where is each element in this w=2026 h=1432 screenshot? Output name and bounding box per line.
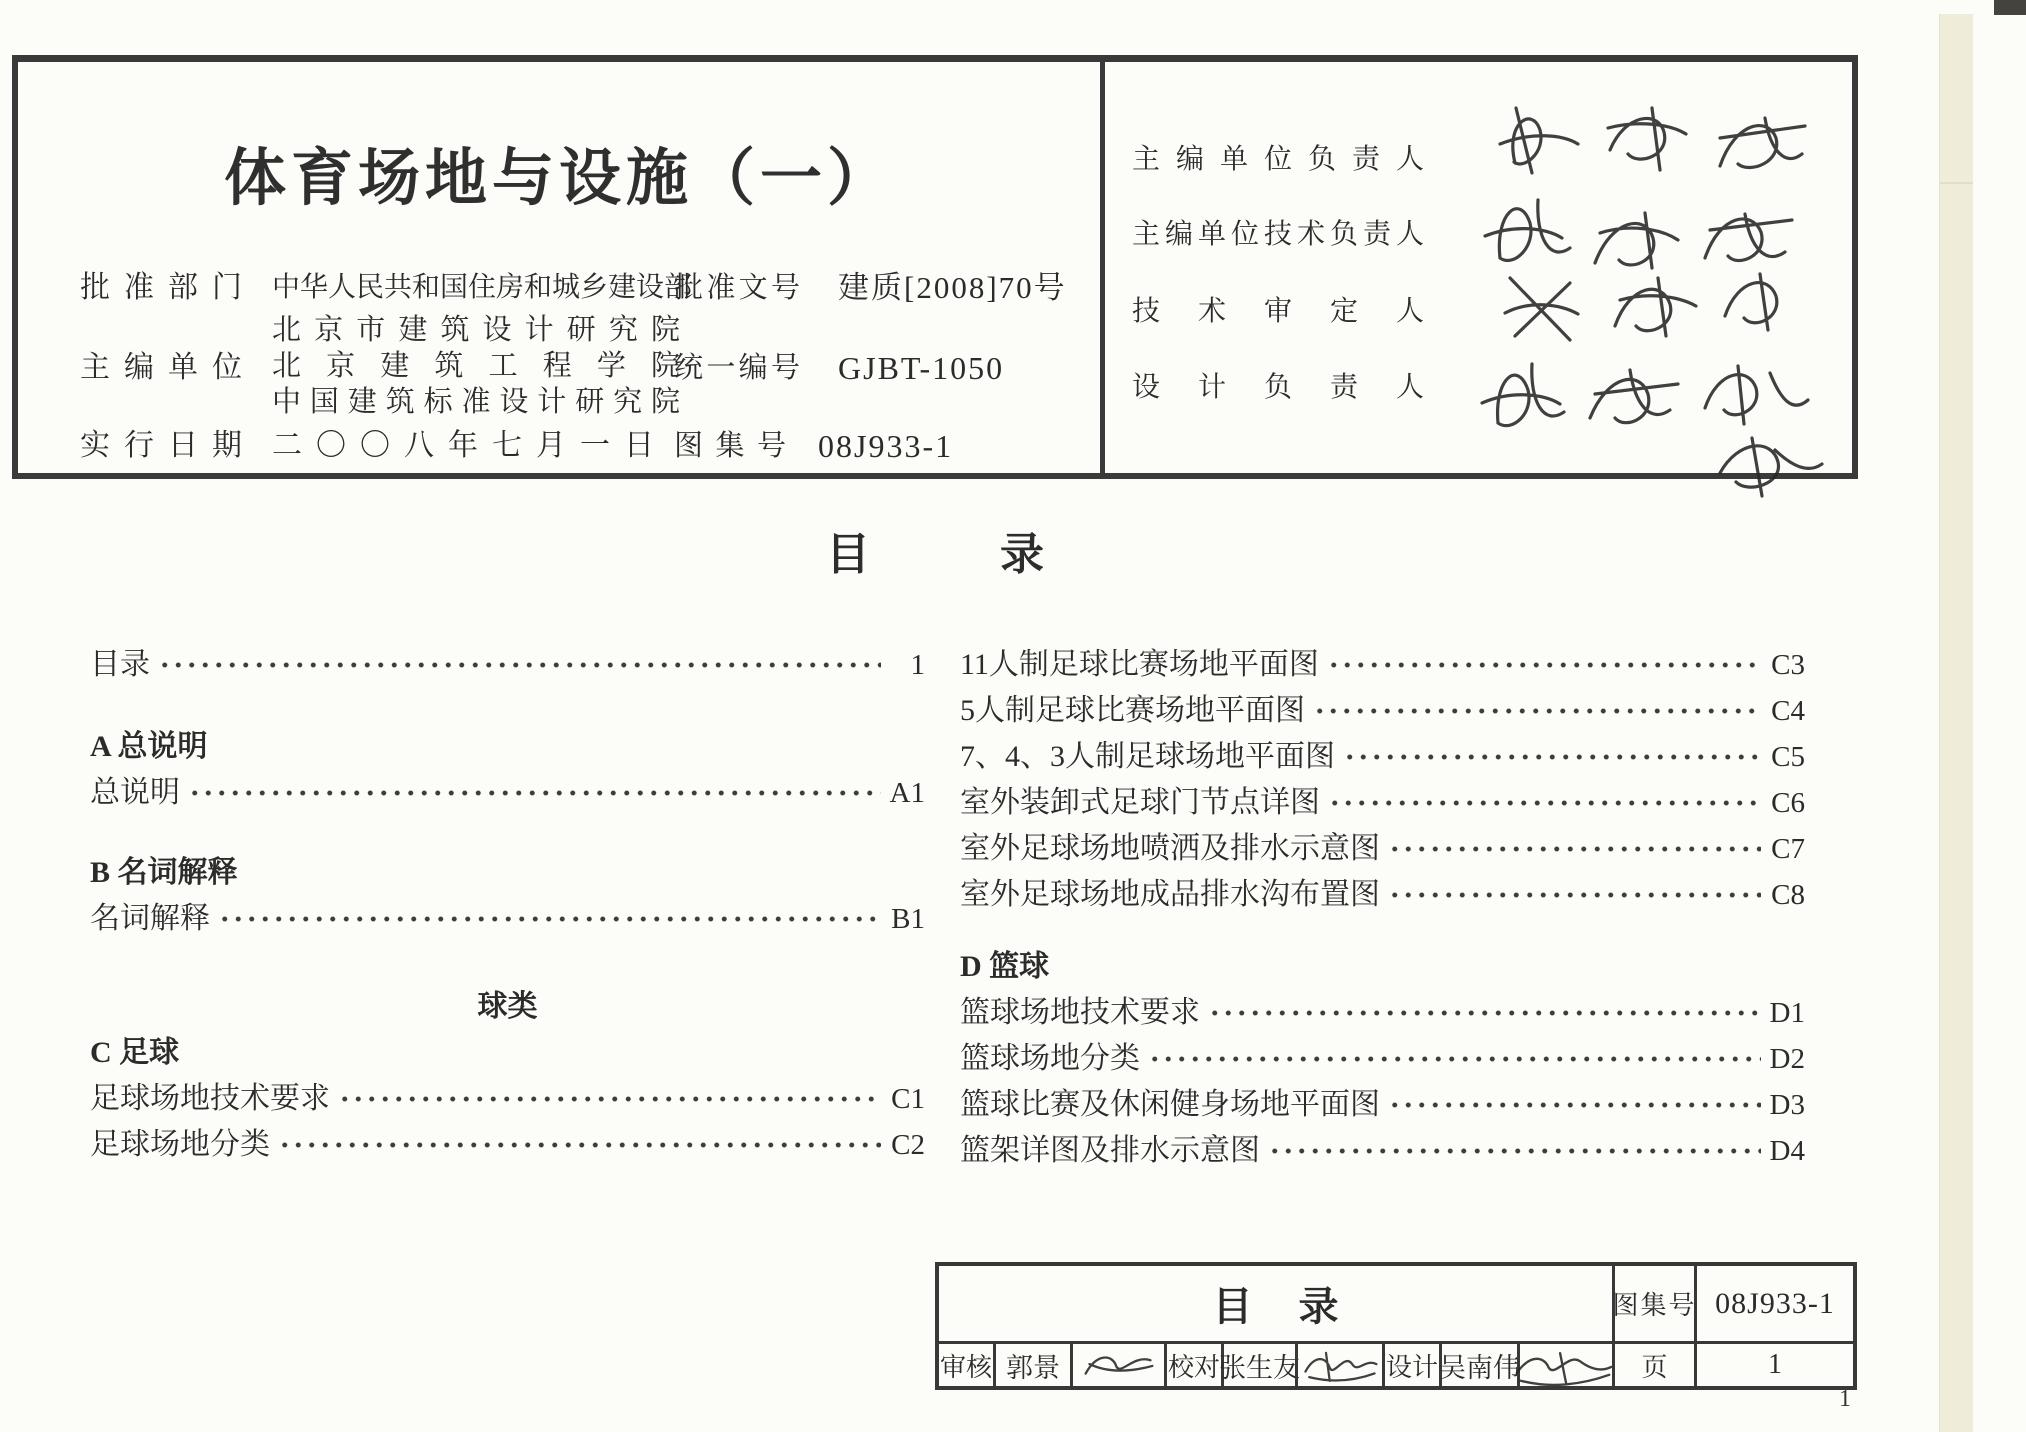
toc-entry-page: D2 (1769, 1043, 1805, 1075)
review-label: 审核 (939, 1341, 993, 1386)
design-lead-label: 设计负责人 (1132, 372, 1424, 403)
scan-edge-strip (1939, 14, 1973, 1432)
design-name: 吴南伟 (1439, 1341, 1517, 1386)
toc-entry-label: 5人制足球比赛场地平面图 (960, 694, 1305, 727)
date-value: 二〇〇八年七月一日 (272, 429, 668, 462)
chief-editor-unit-1: 北京市建筑设计研究院 (272, 314, 680, 346)
toc-entry (960, 990, 1805, 1036)
drawing-title-block (935, 1262, 1857, 1390)
page-number-value: 1 (1694, 1341, 1853, 1386)
corner-page-number: 1 (1839, 1386, 1851, 1412)
toc-entry-page: C1 (891, 1083, 925, 1115)
toc-entry-page: D1 (1769, 997, 1805, 1029)
dot-leader (188, 770, 881, 816)
chief-editor-label: 主编单位 (80, 351, 242, 384)
signature-stroke (1720, 438, 1822, 496)
atlas-no-label: 图集号 (674, 430, 786, 462)
toc-entry (90, 642, 925, 688)
toc-entry-page: A1 (889, 777, 925, 809)
dot-leader (1328, 780, 1761, 826)
title-block-doc-title: 目录 (1212, 1284, 1385, 1329)
toc-entry (960, 642, 1805, 688)
dot-leader (278, 1122, 881, 1168)
toc-entry-label: 足球场地技术要求 (90, 1082, 330, 1115)
title-block-atlas-value: 08J933-1 (1694, 1266, 1853, 1341)
toc-entry (960, 780, 1805, 826)
toc-entry-page: C4 (1771, 695, 1805, 727)
toc-entry (960, 688, 1805, 734)
toc-entry-label: 11人制足球比赛场地平面图 (960, 648, 1319, 681)
signature-stroke (1485, 200, 1570, 260)
toc-left-column (90, 642, 925, 1168)
approval-dept-value: 中华人民共和国住房和城乡建设部 (272, 272, 693, 303)
chief-editor-unit-2: 北京建筑工程学院 (272, 350, 680, 382)
toc-entry-label: 名词解释 (90, 902, 210, 935)
toc-section-d: D 篮球 (960, 950, 1050, 983)
approval-doc-label: 批准文号 (674, 272, 800, 304)
signature-stroke (1590, 370, 1678, 423)
toc-entry-page: C2 (891, 1129, 925, 1161)
signature-stroke (1608, 108, 1686, 170)
toc-entry (90, 896, 925, 942)
signature-stroke (1705, 214, 1792, 261)
date-label: 实行日期 (80, 429, 242, 462)
dot-leader (158, 642, 881, 688)
toc-entry (960, 1082, 1805, 1128)
toc-section-a: A 总说明 (90, 730, 208, 763)
check-name: 张生友 (1221, 1341, 1295, 1386)
toc-heading: 目录 (826, 530, 1174, 579)
dot-leader (1313, 688, 1761, 734)
toc-group-heading: 球类 (477, 990, 538, 1023)
dot-leader (1343, 734, 1761, 780)
toc-entry-page: B1 (891, 903, 925, 935)
design-label: 设计 (1382, 1341, 1439, 1386)
toc-entry-label: 篮球场地技术要求 (960, 996, 1200, 1029)
page-title: 体育场地与设施（一） (223, 144, 894, 213)
toc-entry-page: D4 (1769, 1135, 1805, 1167)
signature-stroke (1482, 364, 1564, 426)
toc-entry-label: 目录 (90, 648, 150, 681)
scan-edge-seam (1940, 182, 1973, 184)
handwritten-signatures-ink (1420, 78, 1880, 498)
toc-entry (960, 1128, 1805, 1174)
tech-approver-label: 技术审定人 (1132, 296, 1424, 327)
review-name: 郭景 (993, 1341, 1070, 1386)
review-handwritten-signature (1075, 1345, 1163, 1385)
title-header-box (12, 55, 1858, 479)
toc-entry (90, 1076, 925, 1122)
dot-leader (1388, 826, 1761, 872)
scan-corner-mark (1994, 0, 2026, 15)
toc-entry (960, 872, 1805, 918)
unified-no-value: GJBT-1050 (838, 350, 1005, 386)
dot-leader (1148, 1036, 1761, 1082)
dot-leader (1327, 642, 1761, 688)
toc-entry (90, 1122, 925, 1168)
toc-entry-label: 足球场地分类 (90, 1128, 270, 1161)
dot-leader (218, 896, 881, 942)
dot-leader (1208, 990, 1761, 1036)
toc-entry-page: C7 (1771, 833, 1805, 865)
toc-section-b: B 名词解释 (90, 856, 238, 889)
toc-section-c: C 足球 (90, 1036, 180, 1069)
toc-entry (960, 826, 1805, 872)
approval-dept-label: 批准部门 (80, 271, 242, 304)
dot-leader (1268, 1128, 1761, 1174)
signature-stroke (1615, 278, 1696, 336)
toc-entry-page: 1 (910, 649, 925, 681)
signature-stroke (1505, 278, 1578, 340)
toc-entry-label: 室外足球场地成品排水沟布置图 (960, 878, 1380, 911)
check-label: 校对 (1164, 1341, 1221, 1386)
toc-entry-page: D3 (1769, 1089, 1805, 1121)
toc-entry-page: C6 (1771, 787, 1805, 819)
title-block-atlas-label: 图集号 (1612, 1266, 1694, 1341)
signature-stroke (1500, 108, 1578, 173)
check-signature-cell (1295, 1341, 1382, 1386)
dot-leader (338, 1076, 881, 1122)
check-handwritten-signature (1298, 1345, 1382, 1385)
toc-entry-label: 总说明 (90, 776, 180, 809)
toc-entry-label: 室外足球场地喷洒及排水示意图 (960, 832, 1380, 865)
toc-entry-page: C8 (1771, 879, 1805, 911)
review-signature-cell (1070, 1341, 1164, 1386)
toc-entry-label: 篮球场地分类 (960, 1042, 1140, 1075)
toc-entry-page: C5 (1771, 741, 1805, 773)
unified-no-label: 统一编号 (674, 352, 800, 384)
toc-entry-label: 室外装卸式足球门节点详图 (960, 786, 1320, 819)
header-divider-line (1100, 62, 1105, 473)
signature-stroke (1595, 213, 1678, 268)
toc-entry-label: 7、4、3人制足球场地平面图 (960, 740, 1335, 773)
chief-editor-unit-3: 中国建筑标准设计研究院 (272, 386, 680, 418)
signature-stroke (1720, 118, 1805, 168)
design-signature-cell (1517, 1341, 1612, 1386)
toc-entry (960, 1036, 1805, 1082)
toc-entry-label: 篮架详图及排水示意图 (960, 1134, 1260, 1167)
toc-entry-page: C3 (1771, 649, 1805, 681)
dot-leader (1388, 872, 1761, 918)
atlas-no-value: 08J933-1 (818, 428, 954, 464)
chief-editor-tech-person-label: 主编单位技术负责人 (1132, 219, 1424, 250)
signature-stroke (1725, 274, 1777, 330)
toc-entry-label: 篮球比赛及休闲健身场地平面图 (960, 1088, 1380, 1121)
approval-doc-value: 建质[2008]70号 (838, 270, 1067, 305)
design-handwritten-signature (1511, 1343, 1621, 1387)
toc-right-column (960, 642, 1805, 1174)
toc-entry (960, 734, 1805, 780)
dot-leader (1388, 1082, 1761, 1128)
signature-stroke (1705, 366, 1808, 424)
toc-entry (90, 770, 925, 816)
chief-editor-person-label: 主编单位负责人 (1132, 144, 1424, 175)
page-label: 页 (1612, 1341, 1694, 1386)
